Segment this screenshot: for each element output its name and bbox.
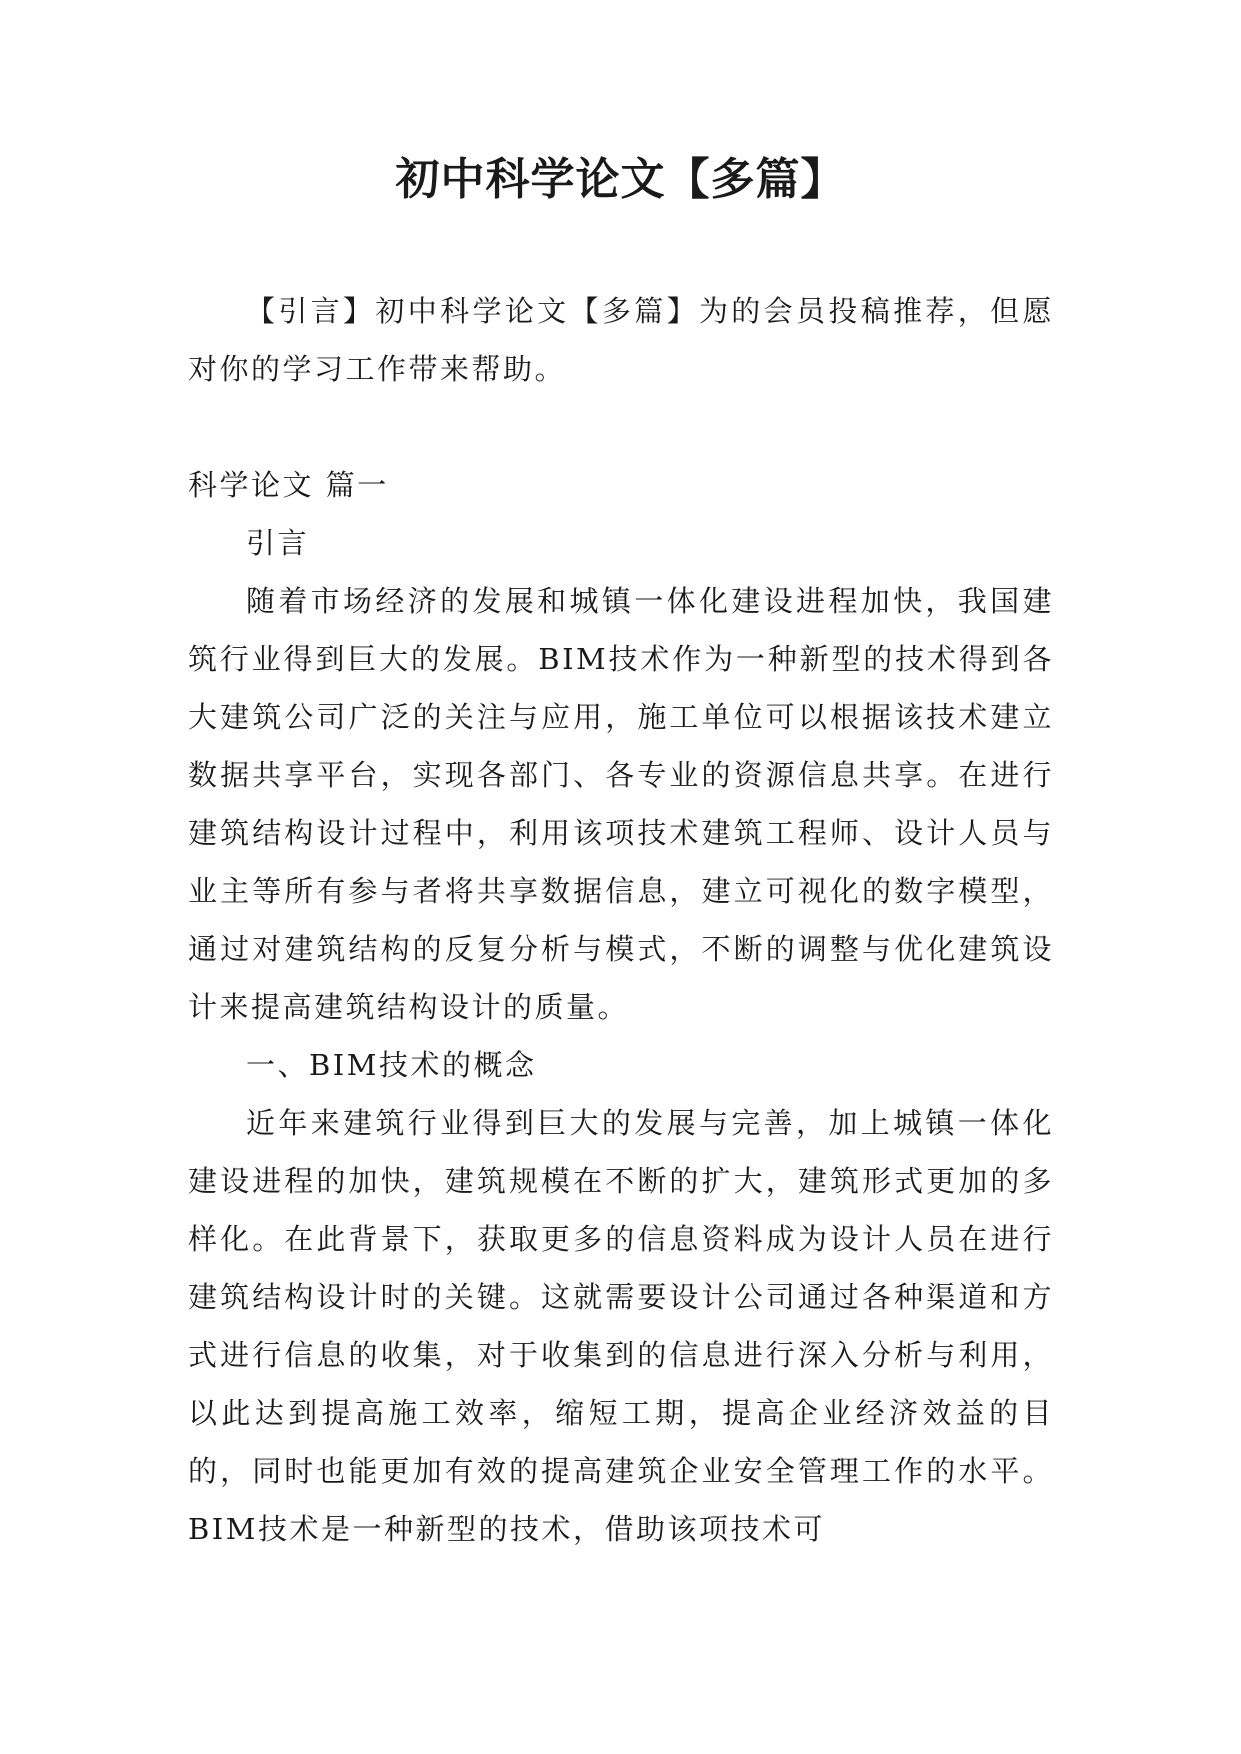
- section-title: 科学论文 篇一: [188, 468, 389, 502]
- document-body: [188, 282, 1054, 1558]
- paragraph-2: 近年来建筑行业得到巨大的发展与完善，加上城镇一体化建设进程的加快，建筑规模在不断的扩大，建筑形式更加的多样化。在此背景下，获取更多的信息资料成为设计人员在进行建筑结构设计时的关键。这就需要设计公司通过各种渠道和方式进行信息的收集，对于收集到的信息进行深入分析与利用，以此达到提高施工效率，缩短工期，提高企业经济效益的目的，同时也能更加有效的提高建筑企业安全管理工作的水平。BIM技术是一种新型的技术，借助该项技术可: [188, 1106, 1054, 1546]
- paragraph-1: 随着市场经济的发展和城镇一体化建设进程加快，我国建筑行业得到巨大的发展。BIM技术作为一种新型的技术得到各大建筑公司广泛的关注与应用，施工单位可以根据该技术建立数据共享平台，实现各部门、各专业的资源信息共享。在进行建筑结构设计过程中，利用该项技术建筑工程师、设计人员与业主等所有参与者将共享数据信息，建立可视化的数字模型，通过对建筑结构的反复分析与模式，不断的调整与优化建筑设计来提高建筑结构设计的质量。: [188, 584, 1054, 1024]
- heading-bim-concept: 一、BIM技术的概念: [246, 1048, 537, 1082]
- document-title: 初中科学论文【多篇】: [395, 154, 846, 205]
- intro-paragraph: 【引言】初中科学论文【多篇】为的会员投稿推荐，但愿对你的学习工作带来帮助。: [188, 294, 1054, 386]
- heading-intro: 引言: [246, 526, 310, 560]
